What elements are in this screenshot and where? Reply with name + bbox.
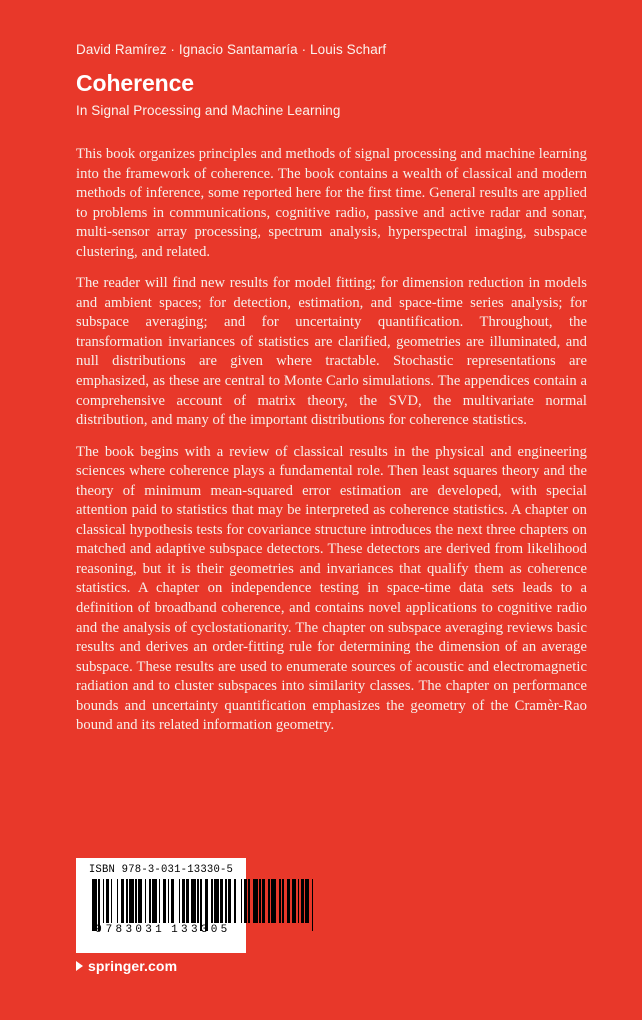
blurb-paragraph: The book begins with a review of classical results in the physical and engineering sciences where coherence plays a fundamental role. Then least squares theory and the theory of minimum mean-squared error estimation are developed, with special attention paid to statistics that may be interpreted as coherence statistics. A chapter on classical hypothesis tests for covariance structure introduces the next three chapters on matched and adaptive subspace detectors. These detectors are derived from likelihood reasoning, but it is their geometries and invariances that qualify them as coherence statistics. A chapter on independence testing in space-time data sets leads to a definition of broadband coherence, and contains novel applications to cognitive radio and the analysis of cyclostationarity. The chapter on subspace averaging reviews basic results and derives an order-fitting rule for determining the dimension of an average subspace. These results are used to enumerate sources of acoustic and electromagnetic radiation and to cluster subspaces into similarity classes. The chapter on performance bounds and uncertainty quantification emphasizes the geometry of the Cramèr-Rao bound and its related information geometry. bbox=[76, 443, 587, 734]
barcode-digit: 0 bbox=[135, 923, 142, 936]
blurb-paragraph: The reader will find new results for model fitting; for dimension reduction in models and ambient spaces; for detection, estimation, and space-time series analysis; for subspace averaging; and for uncertainty quantification. Throughout, the transformation invariances of statistics are clarified, geometries are illuminated, and null distributions are given where tractable. Stochastic representations are emphasized, as these are central to Monte Carlo simulations. The appendices contain a comprehensive account of matrix theory, the SVD, the multivariate normal distribution, and many of the important distributions for coherence statistics. bbox=[76, 275, 587, 429]
barcode-digit-group-left bbox=[104, 924, 164, 936]
barcode-digit: 1 bbox=[155, 923, 162, 936]
barcode-digit-group-right bbox=[170, 924, 230, 936]
barcode-space bbox=[313, 879, 318, 923]
barcode-digits bbox=[92, 923, 230, 936]
barcode-digit: 5 bbox=[220, 923, 228, 936]
book-subtitle: In Signal Processing and Machine Learning bbox=[76, 102, 341, 118]
play-triangle-icon bbox=[76, 961, 83, 971]
barcode-digit: 3 bbox=[145, 923, 152, 936]
barcode-bars-area bbox=[83, 879, 239, 936]
barcode-digit: 8 bbox=[115, 923, 123, 936]
blurb-paragraph: This book organizes principles and methods of signal processing and machine learning into the framework of coherence. The book contains a wealth of classical and modern methods of inference, some reported here for the first time. General results are applied to problems in communications, cognitive radio, passive and active radar and sonar, multi-sensor array processing, spectrum analysis, hyperspectral imaging, subspace clustering, and related. bbox=[76, 146, 587, 260]
barcode-lead-digit: 9 bbox=[95, 923, 102, 936]
barcode-digit: 3 bbox=[190, 923, 198, 936]
blurb-text bbox=[76, 145, 587, 736]
springer-link[interactable] bbox=[76, 958, 177, 974]
barcode-digit: 3 bbox=[181, 923, 188, 936]
barcode-digit: 1 bbox=[171, 923, 178, 936]
isbn-label: ISBN 978-3-031-13330-5 bbox=[88, 864, 234, 876]
barcode-digit: 3 bbox=[125, 923, 133, 936]
cover-header bbox=[76, 42, 588, 120]
barcode-digit: 0 bbox=[210, 923, 218, 936]
isbn-barcode bbox=[76, 858, 246, 953]
book-title: Coherence bbox=[76, 69, 194, 96]
barcode-digit: 3 bbox=[200, 923, 208, 936]
barcode-digit: 7 bbox=[105, 923, 113, 936]
springer-label: springer.com bbox=[88, 958, 178, 974]
authors-line: David Ramírez · Ignacio Santamaría · Louis Scharf bbox=[76, 42, 387, 57]
